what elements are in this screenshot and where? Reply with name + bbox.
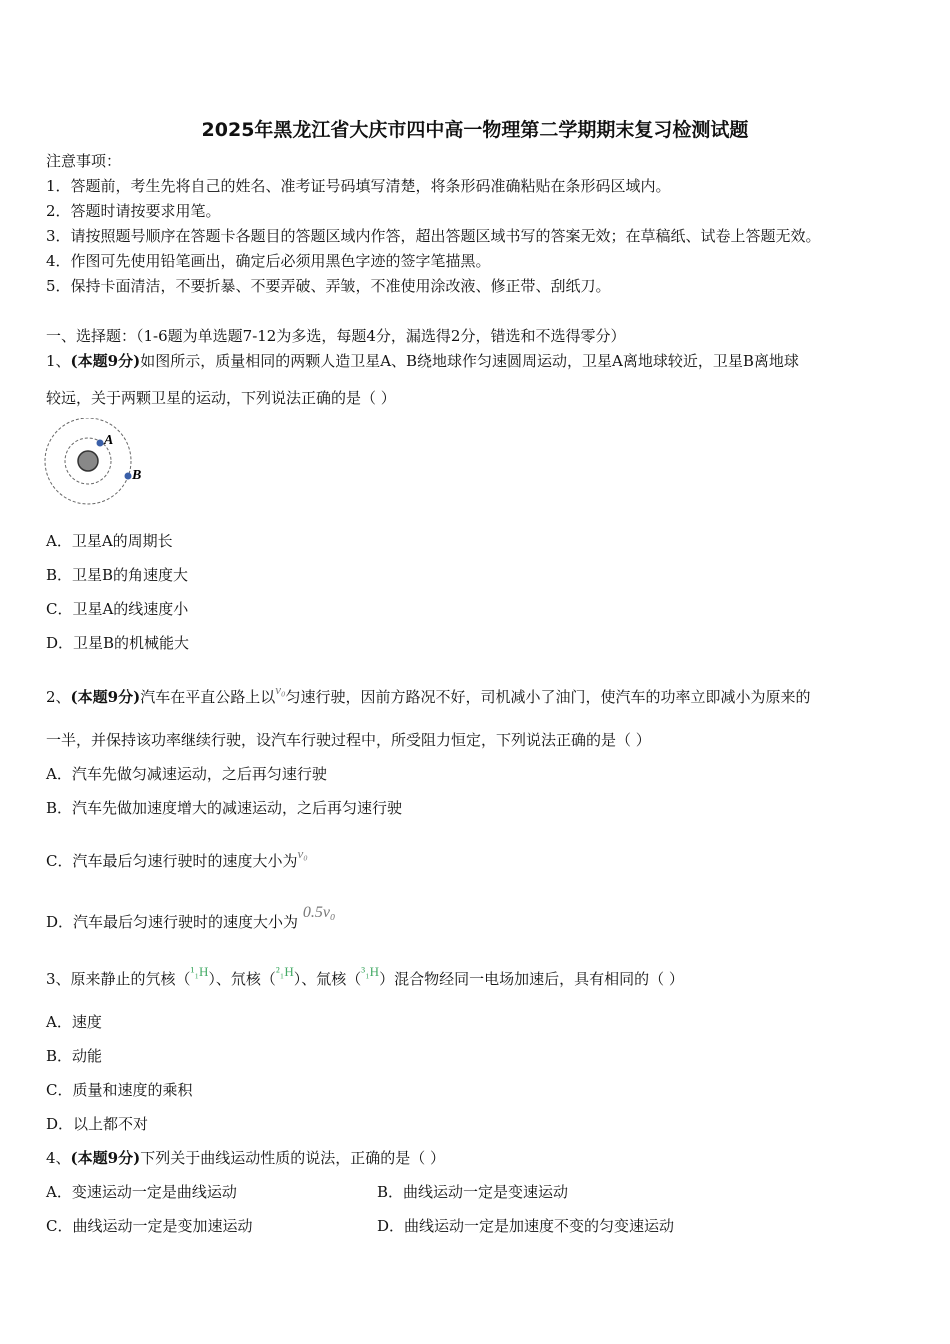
q3-line bbox=[46, 963, 684, 988]
option[interactable] bbox=[46, 904, 335, 931]
option[interactable]: D．以上都不对 bbox=[46, 1115, 149, 1133]
notice-item: 4．作图可先使用铅笔画出，确定后必须用黑色字迹的签字笔描黑。 bbox=[46, 252, 491, 270]
option[interactable] bbox=[46, 845, 308, 870]
q-text: 汽车在平直公路上以 bbox=[140, 688, 276, 706]
option[interactable]: B．动能 bbox=[46, 1047, 103, 1065]
option-text: C．汽车最后匀速行驶时的速度大小为 bbox=[46, 852, 298, 870]
satellite-a bbox=[97, 440, 104, 447]
satellite-orbit-figure bbox=[42, 418, 152, 510]
notice-item: 1．答题前，考生先将自己的姓名、准考证号码填写清楚，将条形码准确粘贴在条形码区域内。 bbox=[46, 177, 671, 195]
q1-line1 bbox=[46, 352, 799, 370]
satellite-b bbox=[125, 473, 132, 480]
q-text: ）、氚核（ bbox=[293, 970, 362, 988]
page-title: 2025年黑龙江省大庆市四中高一物理第二学期期末复习检测试题 bbox=[201, 119, 749, 141]
option[interactable]: C．曲线运动一定是变加速运动 bbox=[46, 1217, 253, 1235]
option[interactable]: A．变速运动一定是曲线运动 bbox=[46, 1183, 237, 1201]
notice-item: 5．保持卡面清洁，不要折暴、不要弄破、弄皱，不准使用涂改液、修正带、刮纸刀。 bbox=[46, 277, 611, 295]
notice-item: 2．答题时请按要求用笔。 bbox=[46, 202, 221, 220]
formula: ¹₁H bbox=[190, 964, 209, 979]
option[interactable]: A．卫星A的周期长 bbox=[46, 532, 173, 550]
q4-line bbox=[46, 1149, 445, 1167]
q-text: 3、原来静止的氕核（ bbox=[46, 970, 191, 988]
q-num: 1、 bbox=[46, 352, 71, 370]
q-score: (本题9分) bbox=[70, 1149, 141, 1167]
option[interactable]: C．质量和速度的乘积 bbox=[46, 1081, 193, 1099]
q-text: ）、氘核（ bbox=[208, 970, 276, 988]
option[interactable]: A．速度 bbox=[46, 1013, 102, 1031]
q-text: ）混合物经同一电场加速后，具有相同的（ ） bbox=[379, 970, 684, 988]
option-text: D．汽车最后匀速行驶时的速度大小为 bbox=[46, 913, 299, 931]
option[interactable]: B．卫星B的角速度大 bbox=[46, 566, 189, 584]
q-text: 匀速行驶，因前方路况不好，司机减小了油门，使汽车的功率立即减小为原来的 bbox=[285, 688, 811, 706]
formula: v₀ bbox=[297, 846, 308, 861]
formula: ²₁H bbox=[275, 964, 294, 979]
notice-item: 3．请按照题号顺序在答题卡各题目的答题区域内作答，超出答题区域书写的答案无效；在草稿纸、试卷上答题无效。 bbox=[46, 227, 821, 245]
q-num: 2、 bbox=[46, 688, 71, 706]
q2-line2: 一半，并保持该功率继续行驶，设汽车行驶过程中，所受阻力恒定，下列说法正确的是（ ） bbox=[46, 731, 651, 749]
option[interactable]: B．汽车先做加速度增大的减速运动，之后再匀速行驶 bbox=[46, 799, 403, 817]
q1-line2: 较远，关于两颗卫星的运动，下列说法正确的是（ ） bbox=[46, 389, 396, 407]
q-score: (本题9分) bbox=[70, 688, 141, 706]
option[interactable]: D．卫星B的机械能大 bbox=[46, 634, 190, 652]
earth bbox=[78, 451, 98, 471]
label-a: A bbox=[104, 433, 114, 448]
section-heading: 一、选择题：（1-6题为单选题7-12为多选，每题4分，漏选得2分，错选和不选得零分） bbox=[46, 327, 626, 345]
q-text: 下列关于曲线运动性质的说法，正确的是（ ） bbox=[140, 1149, 445, 1167]
label-b: B bbox=[132, 468, 142, 483]
q-score: (本题9分) bbox=[70, 352, 141, 370]
notice-header: 注意事项： bbox=[46, 152, 122, 170]
option[interactable]: A．汽车先做匀减速运动，之后再匀速行驶 bbox=[46, 765, 327, 783]
formula: ³₁H bbox=[361, 964, 380, 979]
formula: v₀ bbox=[275, 682, 286, 697]
q-text: 如图所示，质量相同的两颗人造卫星A、B绕地球作匀速圆周运动，卫星A离地球较近，卫星B离地球 bbox=[140, 352, 799, 370]
option[interactable]: B．曲线运动一定是变速运动 bbox=[377, 1183, 569, 1201]
q2-line1 bbox=[46, 681, 811, 706]
q-num: 4、 bbox=[46, 1149, 71, 1167]
formula: 0.5v₀ bbox=[302, 904, 336, 921]
option[interactable]: C．卫星A的线速度小 bbox=[46, 600, 189, 618]
option[interactable]: D．曲线运动一定是加速度不变的匀变速运动 bbox=[377, 1217, 675, 1235]
